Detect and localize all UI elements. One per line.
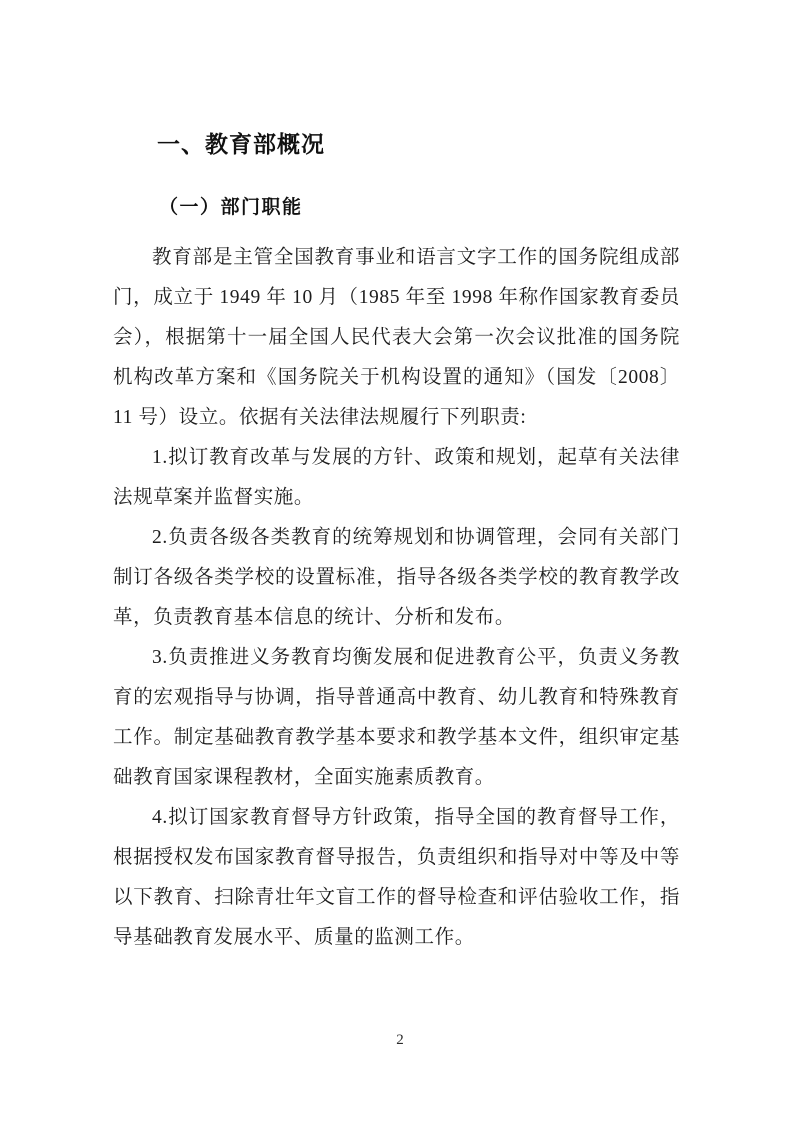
paragraph-duty-2: 2.负责各级各类教育的统筹规划和协调管理，会同有关部门制订各级各类学校的设置标准，指导各级各类学校的教育教学改革，负责教育基本信息的统计、分析和发布。 <box>113 527 680 628</box>
paragraph-duty-1: 1.拟订教育改革与发展的方针、政策和规划，起草有关法律法规草案并监督实施。 <box>113 447 680 508</box>
paragraph-intro: 教育部是主管全国教育事业和语言文字工作的国务院组成部门，成立于 1949 年 10 月（1985 年至 1998 年称作国家教育委员会），根据第十一届全国人民代表大会第一次会议批准的国务院机构改革方案和《国务院关于机构设置的通知》（国发〔2008〕11 号）设立。依据有关法律法规履行下列职责: <box>113 247 680 428</box>
page-number: 2 <box>396 1032 404 1048</box>
body-text <box>113 238 680 958</box>
paragraph-duty-4: 4.拟订国家教育督导方针政策，指导全国的教育督导工作，根据授权发布国家教育督导报告，负责组织和指导对中等及中等以下教育、扫除青壮年文盲工作的督导检查和评估验收工作，指导基础教育发展水平、质量的监测工作。 <box>113 807 680 948</box>
subsection-heading: （一）部门职能 <box>159 197 303 218</box>
paragraph-duty-3: 3.负责推进义务教育均衡发展和促进教育公平，负责义务教育的宏观指导与协调，指导普通高中教育、幼儿教育和特殊教育工作。制定基础教育教学基本要求和教学基本文件，组织审定基础教育国家课程教材，全面实施素质教育。 <box>113 647 680 788</box>
section-heading: 一、教育部概况 <box>157 131 325 157</box>
